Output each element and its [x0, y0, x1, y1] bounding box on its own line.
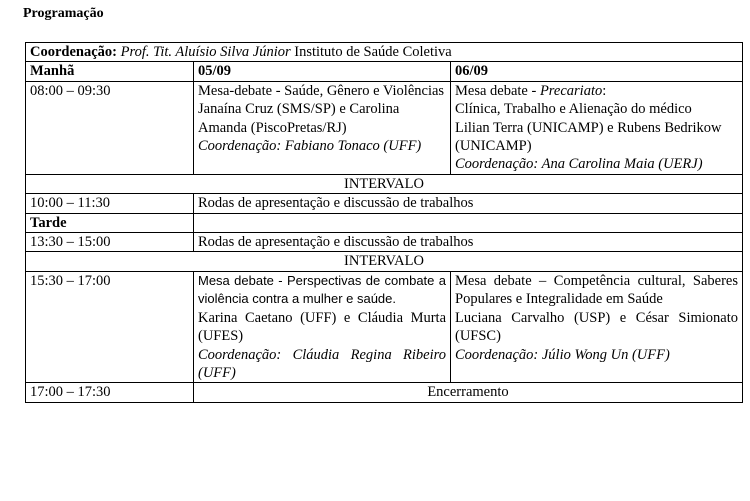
- period-morning: Manhã: [26, 62, 194, 81]
- session-cell: [194, 271, 451, 382]
- session-coordination: Coordenação: Fabiano Tonaco (UFF): [198, 138, 422, 155]
- session-coordination: Coordenação: Júlio Wong Un (UFF): [455, 346, 670, 363]
- title-italic: Precariato: [539, 82, 603, 99]
- interval-label: INTERVALO: [26, 174, 743, 193]
- session-coordination: Coordenação: Cláudia Regina Ribeiro (UFF): [198, 346, 446, 381]
- table-row: [26, 271, 743, 382]
- period-afternoon: Tarde: [26, 213, 194, 232]
- slot-time: 17:00 – 17:30: [26, 383, 194, 402]
- interval-label: INTERVALO: [26, 252, 743, 271]
- coordination-institution: Instituto de Saúde Coletiva: [294, 44, 452, 60]
- table-row: [26, 81, 743, 174]
- coordination-person: Prof. Tit. Aluísio Silva Júnior: [120, 44, 291, 60]
- interval-row: [26, 174, 743, 193]
- title-suffix: :: [602, 82, 607, 99]
- title-prefix: Mesa debate -: [455, 82, 540, 99]
- slot-time: 08:00 – 09:30: [26, 81, 194, 174]
- session-cell: [194, 81, 451, 174]
- page-title: Programação: [23, 6, 104, 21]
- period-row: [26, 213, 743, 232]
- coordination-label: Coordenação:: [30, 44, 117, 60]
- session-title: Mesa-debate - Saúde, Gênero e Violências: [198, 82, 445, 99]
- table-row: [26, 383, 743, 402]
- interval-row: [26, 252, 743, 271]
- day1-header: 05/09: [194, 62, 451, 81]
- coordination-row: [26, 43, 743, 62]
- activity-cell: Rodas de apresentação e discussão de trabalhos: [194, 233, 743, 252]
- session-cell: [451, 271, 743, 382]
- session-speakers: Lilian Terra (UNICAMP) e Rubens Bedrikow (UNICAMP): [455, 119, 722, 155]
- slot-time: 13:30 – 15:00: [26, 233, 194, 252]
- activity-cell: Rodas de apresentação e discussão de trabalhos: [194, 194, 743, 213]
- session-title: Mesa debate - Perspectivas de combate a violência contra a mulher e saúde.: [198, 272, 446, 307]
- session-speakers: Luciana Carvalho (USP) e César Simionato (UFSC): [455, 309, 738, 345]
- session-cell: [451, 81, 743, 174]
- closing-cell: Encerramento: [194, 383, 743, 402]
- empty-cell: [194, 213, 743, 232]
- coordination-cell: [26, 43, 743, 62]
- session-speakers: Janaína Cruz (SMS/SP) e Carolina Amanda (PiscoPretas/RJ): [198, 101, 400, 136]
- schedule-table: [25, 42, 743, 403]
- day2-header: 06/09: [451, 62, 743, 81]
- session-speakers: Karina Caetano (UFF) e Cláudia Murta (UFES): [198, 309, 446, 345]
- table-row: [26, 233, 743, 252]
- table-row: [26, 194, 743, 213]
- session-title: Mesa debate – Competência cultural, Saberes Populares e Integralidade em Saúde: [455, 272, 738, 308]
- session-title: [455, 82, 738, 100]
- session-coordination: Coordenação: Ana Carolina Maia (UERJ): [455, 156, 703, 173]
- table-header-row: [26, 62, 743, 81]
- slot-time: 15:30 – 17:00: [26, 271, 194, 382]
- slot-time: 10:00 – 11:30: [26, 194, 194, 213]
- session-subtitle: Clínica, Trabalho e Alienação do médico: [455, 101, 692, 118]
